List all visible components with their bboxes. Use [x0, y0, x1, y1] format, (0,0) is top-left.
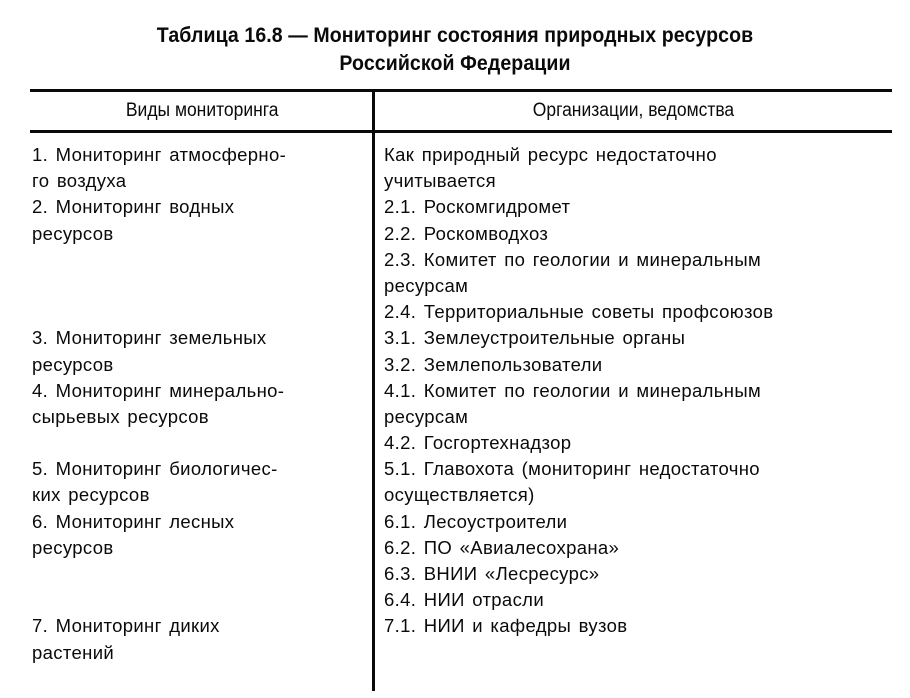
cell-line: 2.3. Комитет по геологии и минеральным — [384, 248, 762, 270]
cell-line: ресурсов — [32, 222, 114, 244]
cell-line: 1. Мониторинг атмосферно- — [32, 144, 287, 165]
cell-line: ресурсов — [32, 536, 114, 558]
cell-line — [32, 273, 368, 299]
table-top-rule — [30, 89, 892, 92]
cell-line: 2.1. Роскомгидромет — [384, 196, 571, 218]
cell-line: 7.1. НИИ и кафедры вузов — [384, 615, 628, 637]
cell-line: 4.1. Комитет по геологии и минеральным — [384, 379, 762, 401]
table-title — [32, 22, 878, 78]
cell-line: 2.4. Территориальные советы профсоюзов — [384, 301, 774, 323]
cell-line: 3.1. Землеустроительные органы — [384, 327, 686, 349]
cell-line: ресурсов — [32, 353, 114, 375]
cell-line: 6.2. ПО «Авиалесохрана» — [384, 536, 620, 558]
cell-line — [384, 640, 889, 666]
organizations-column — [384, 142, 889, 666]
cell-line — [32, 430, 368, 456]
monitoring-types-column — [32, 142, 368, 666]
cell-line: Как природный ресурс недостаточно — [384, 144, 717, 165]
cell-line: 6.4. НИИ отрасли — [384, 589, 545, 611]
cell-line: сырьевых ресурсов — [32, 405, 209, 427]
cell-line: ких ресурсов — [32, 484, 150, 506]
table-header-rule — [30, 130, 892, 133]
cell-line: 2.2. Роскомводхоз — [384, 222, 549, 244]
cell-line — [32, 299, 368, 325]
cell-line: 4.2. Госгортехнадзор — [384, 432, 572, 454]
cell-line — [32, 247, 368, 273]
cell-line: 4. Мониторинг минерально- — [32, 379, 285, 401]
column-header-organizations: Организации, ведомства — [532, 100, 735, 121]
cell-line: го воздуха — [32, 170, 127, 192]
cell-line: 6. Мониторинг лесных — [32, 510, 235, 532]
table-title-line-1: Таблица 16.8 — Мониторинг состояния природных ресурсов — [156, 24, 754, 47]
cell-line: растений — [32, 641, 115, 663]
cell-line: 2. Мониторинг водных — [32, 196, 235, 218]
cell-line: учитывается — [384, 170, 496, 192]
cell-line: 3. Мониторинг земельных — [32, 327, 267, 349]
column-divider — [372, 89, 375, 691]
cell-line: 5.1. Главохота (мониторинг недостаточно — [384, 458, 760, 480]
cell-line: 6.3. ВНИИ «Лесресурс» — [384, 563, 600, 584]
cell-line: 6.1. Лесоустроители — [384, 510, 568, 532]
cell-line: 7. Мониторинг диких — [32, 615, 220, 637]
cell-line: 5. Мониторинг биологичес- — [32, 458, 278, 480]
table-title-line-2: Российской Федерации — [339, 52, 571, 75]
cell-line: осуществляется) — [384, 484, 535, 506]
column-header-monitoring-types: Виды мониторинга — [125, 100, 279, 121]
cell-line — [32, 587, 368, 613]
cell-line: ресурсам — [384, 405, 469, 427]
cell-line: 3.2. Землепользователи — [384, 353, 603, 375]
cell-line — [32, 561, 368, 587]
cell-line: ресурсам — [384, 274, 469, 296]
